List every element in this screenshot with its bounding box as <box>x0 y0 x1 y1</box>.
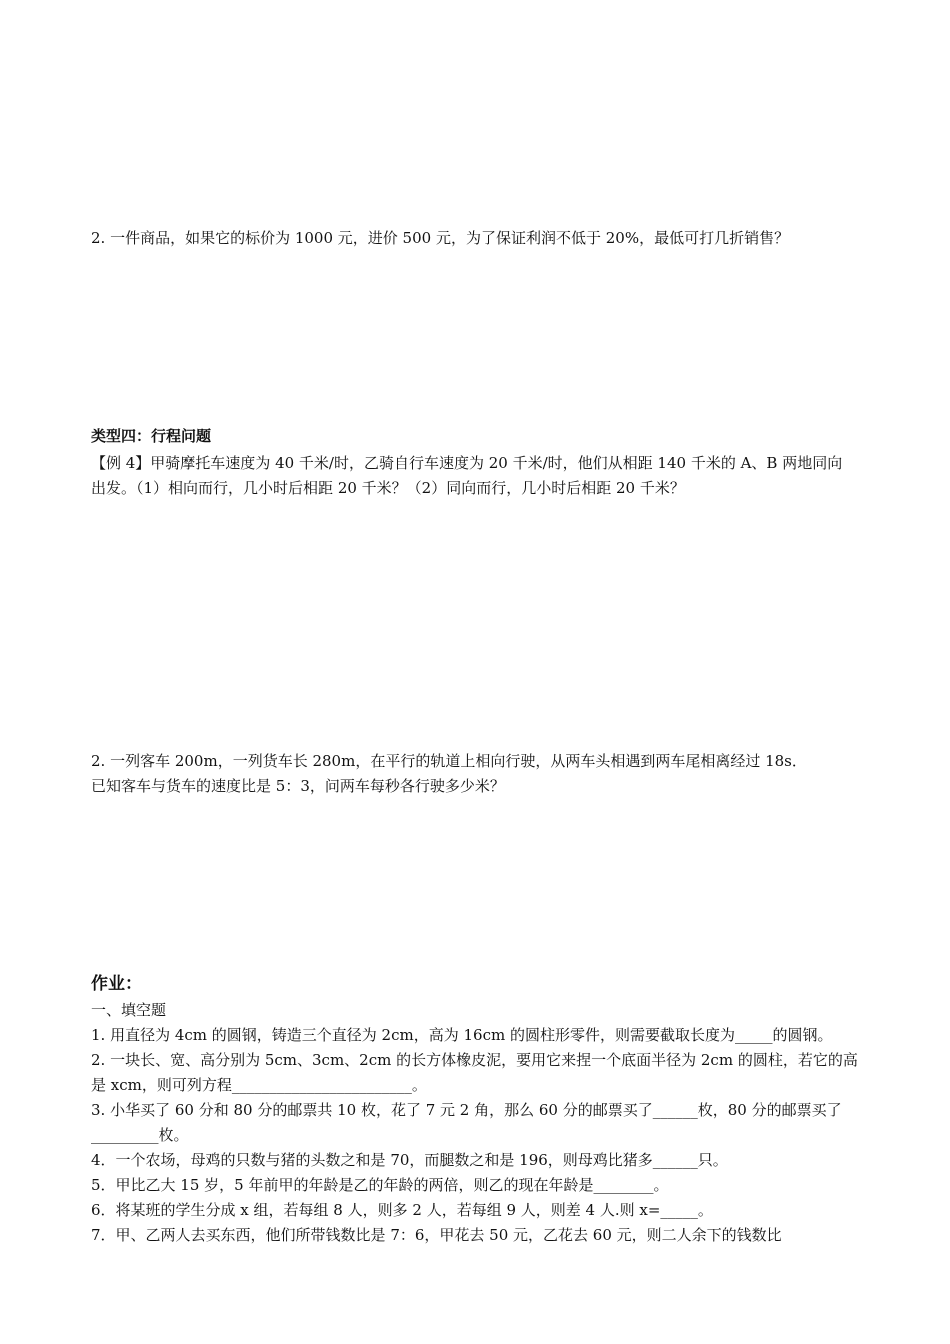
homework-item-3-line-2: _________枚。 <box>91 1126 189 1144</box>
homework-item-3-line-1: 3. 小华买了 60 分和 80 分的邮票共 10 枚，花了 7 元 2 角，那么 60 分的邮票买了______枚，80 分的邮票买了 <box>91 1101 842 1119</box>
homework-item-5: 5．甲比乙大 15 岁，5 年前甲的年龄是乙的年龄的两倍，则乙的现在年龄是________。 <box>91 1176 669 1194</box>
homework-subtitle: 一、填空题 <box>91 1001 167 1019</box>
homework-title: 作业： <box>91 974 142 994</box>
example-4-line-2: 出发。（1）相向而行，几小时后相距 20 千米？（2）同向而行，几小时后相距 20 千米？ <box>91 479 685 497</box>
homework-item-1: 1. 用直径为 4cm 的圆钢，铸造三个直径为 2cm，高为 16cm 的圆柱形零件，则需要截取长度为_____的圆钢。 <box>91 1026 833 1044</box>
homework-item-4: 4．一个农场，母鸡的只数与猪的头数之和是 70，而腿数之和是 196，则母鸡比猪多______只。 <box>91 1151 728 1169</box>
homework-item-6: 6．将某班的学生分成 x 组，若每组 8 人，则多 2 人，若每组 9 人，则差 4 人.则 x=_____。 <box>91 1201 713 1219</box>
example-4-line-1: 【例 4】甲骑摩托车速度为 40 千米/时，乙骑自行车速度为 20 千米/时，他们从相距 140 千米的 A、B 两地同向 <box>91 454 843 472</box>
question-2-discount: 2. 一件商品，如果它的标价为 1000 元，进价 500 元，为了保证利润不低于 20%，最低可打几折销售？ <box>91 229 790 247</box>
homework-item-7: 7．甲、乙两人去买东西，他们所带钱数比是 7：6，甲花去 50 元，乙花去 60 元，则二人余下的钱数比 <box>91 1226 782 1244</box>
question-2-train-line-1: 2. 一列客车 200m，一列货车长 280m，在平行的轨道上相向行驶，从两车头相遇到两车尾相离经过 18s． <box>91 752 807 770</box>
homework-item-2-line-1: 2. 一块长、宽、高分别为 5cm、3cm、2cm 的长方体橡皮泥，要用它来捏一个底面半径为 2cm 的圆柱，若它的高 <box>91 1051 858 1069</box>
question-2-train-line-2: 已知客车与货车的速度比是 5：3，问两车每秒各行驶多少米？ <box>91 777 505 795</box>
section-heading-type4: 类型四：行程问题 <box>91 427 212 445</box>
homework-item-2-line-2: 是 xcm，则可列方程________________________。 <box>91 1076 427 1094</box>
